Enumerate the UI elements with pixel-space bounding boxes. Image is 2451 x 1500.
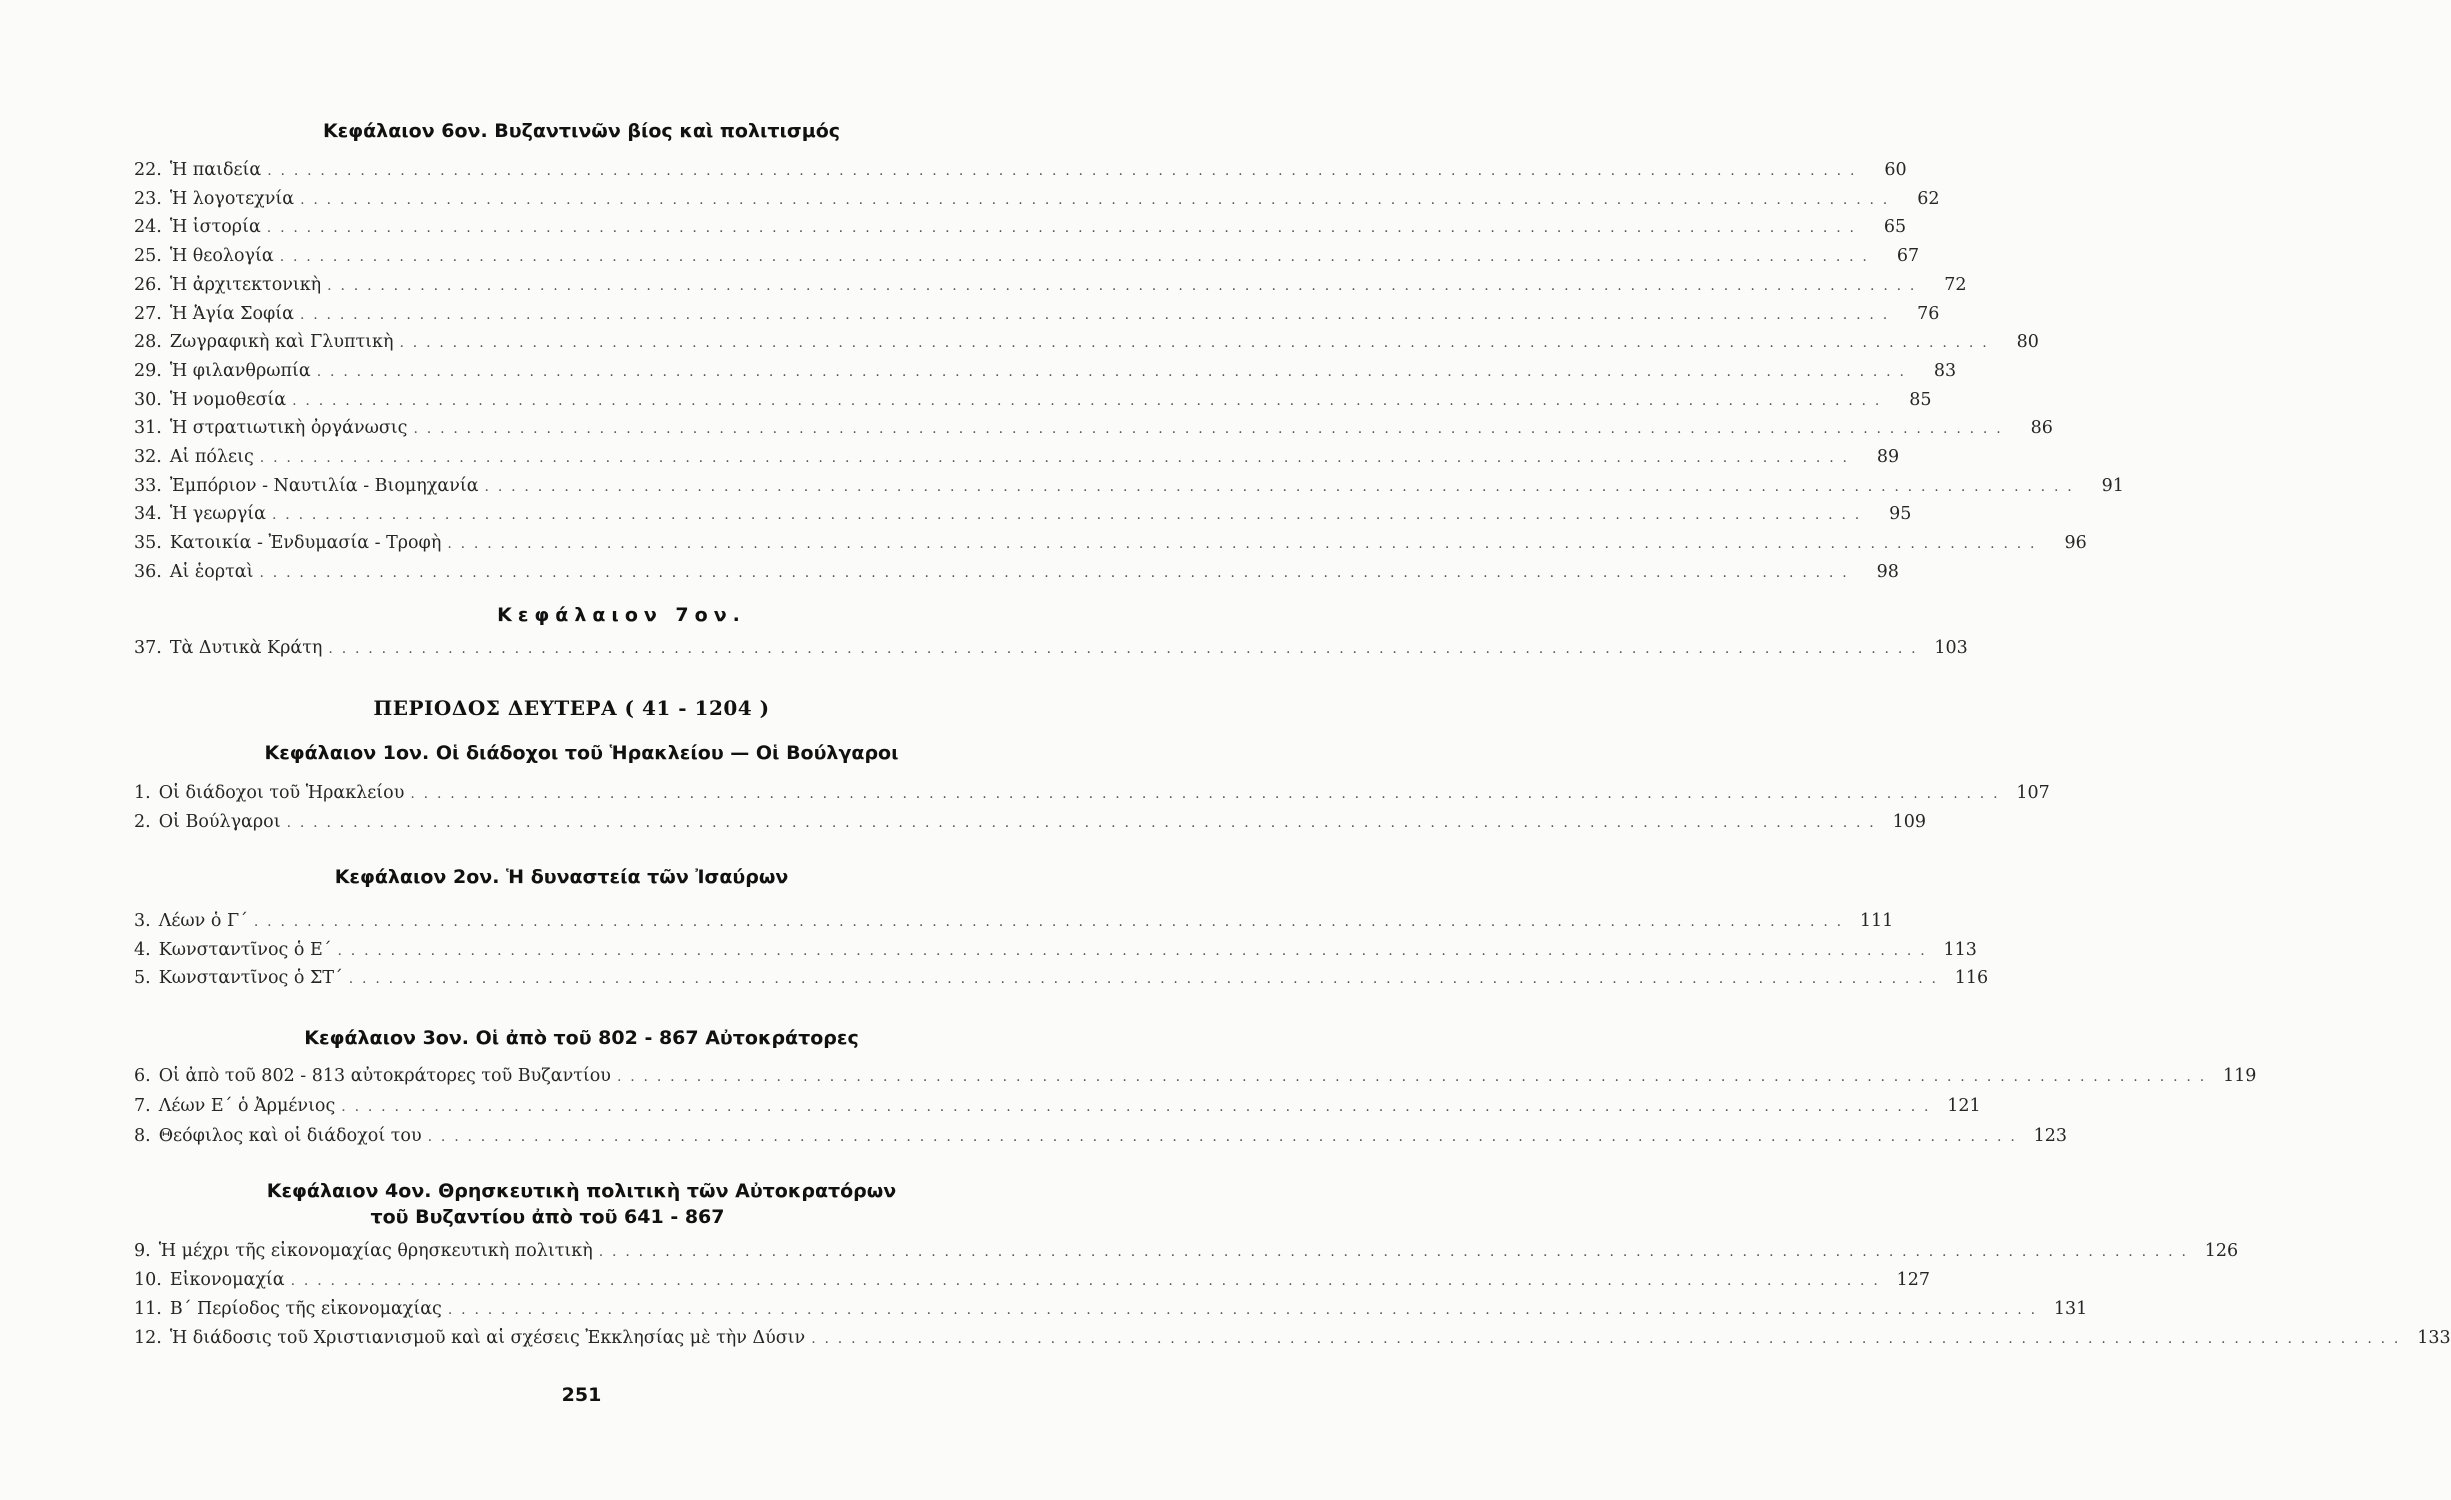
toc-entry	[134, 246, 1920, 274]
period-two-heading: ΠΕΡΙΟΔΟΣ ΔΕΥΤΕΡΑ ( 41 - 1204 )	[373, 696, 770, 720]
toc-entry-number: 29.	[134, 360, 162, 381]
toc-entry-title: Ἡ ἱστορία	[169, 217, 261, 238]
toc-entry	[134, 1066, 2257, 1094]
part2-chapter-4-heading-line2: τοῦ Βυζαντίου ἀπὸ τοῦ 641 - 867	[370, 1206, 725, 1228]
toc-entry-number: 37.	[134, 638, 162, 658]
toc-entry-page: 89	[1876, 447, 1900, 467]
toc-entry-number: 11.	[134, 1299, 162, 1319]
dot-leader: . . . . . . . . . . . . . . . . . . . . . . . . . . . . . . . . . . . . . . . . . . . . . . . . . . . . . . . . . . . . . . . . . . . . . . . . . . . . . . . . . . . . . . . . . . . . . . . . . . . . . . . . . . . . . . . . . . . . . . . .	[447, 1302, 2038, 1318]
toc-entry-title: Τὰ Δυτικὰ Κράτη	[169, 638, 323, 658]
toc-entry	[134, 939, 1977, 968]
toc-entry-number: 9.	[134, 1241, 151, 1261]
toc-entry-page: 83	[1933, 360, 1957, 381]
toc-entry-page: 98	[1876, 561, 1899, 582]
toc-entry-title: Οἱ διάδοχοι τοῦ Ἡρακλείου	[158, 783, 405, 803]
dot-leader: . . . . . . . . . . . . . . . . . . . . . . . . . . . . . . . . . . . . . . . . . . . . . . . . . . . . . . . . . . . . . . . . . . . . . . . . . . . . . . . . . . . . . . . . . . . . . . . . . . . . . . . . . . . . . . . . . . . . . . . .	[427, 1129, 2018, 1145]
part2-chapter-4-heading-line1: Κεφάλαιον 4ον. Θρησκευτικὴ πολιτικὴ τῶν Αὐτοκρατόρων	[266, 1180, 897, 1202]
toc-entry-number: 12.	[134, 1328, 162, 1348]
toc-entry-title: Οἱ ἀπὸ τοῦ 802 - 813 αὐτοκράτορες τοῦ Βυζαντίου	[158, 1066, 611, 1086]
toc-entry-title: Ἡ γεωργία	[169, 504, 266, 525]
toc-entry-page: 133	[2417, 1328, 2451, 1348]
toc-entry-number: 4.	[134, 939, 151, 960]
toc-entry-page: 131	[2053, 1299, 2088, 1319]
toc-entry-number: 36.	[134, 561, 162, 582]
toc-entry-page: 72	[1944, 274, 1967, 295]
toc-entry-number: 28.	[134, 332, 162, 353]
toc-entry-page: 119	[2222, 1066, 2257, 1086]
toc-entry	[134, 389, 1932, 418]
toc-entry-page: 123	[2033, 1126, 2068, 1146]
toc-entry-number: 24.	[134, 217, 162, 238]
dot-leader: . . . . . . . . . . . . . . . . . . . . . . . . . . . . . . . . . . . . . . . . . . . . . . . . . . . . . . . . . . . . . . . . . . . . . . . . . . . . . . . . . . . . . . . . . . . . . . . . . . . . . . . . . . . . . . . . . . . . . . . .	[259, 450, 1850, 466]
dot-leader: . . . . . . . . . . . . . . . . . . . . . . . . . . . . . . . . . . . . . . . . . . . . . . . . . . . . . . . . . . . . . . . . . . . . . . . . . . . . . . . . . . . . . . . . . . . . . . . . . . . . . . . . . . . . . . . . . . . . . . . .	[484, 478, 2074, 495]
part2-chapter-2-heading: Κεφάλαιον 2ον. Ἡ δυναστεία τῶν Ἰσαύρων	[334, 866, 789, 888]
toc-entry-title: Ἡ θεολογία	[169, 246, 274, 267]
toc-entry	[134, 1096, 1981, 1124]
toc-entry-title: Ἐμπόριον - Ναυτιλία - Βιομηχανία	[169, 475, 479, 496]
toc-entry-number: 26.	[134, 274, 162, 295]
toc-entry-title: Αἱ πόλεις	[169, 447, 254, 467]
dot-leader: . . . . . . . . . . . . . . . . . . . . . . . . . . . . . . . . . . . . . . . . . . . . . . . . . . . . . . . . . . . . . . . . . . . . . . . . . . . . . . . . . . . . . . . . . . . . . . . . . . . . . . . . . . . . . . . . . . . . . . . .	[266, 220, 1857, 237]
toc-entry-page: 127	[1896, 1270, 1931, 1290]
toc-entry-title: Κατοικία - Ἐνδυμασία - Τροφὴ	[169, 533, 442, 554]
toc-entry-number: 1.	[134, 783, 151, 803]
dot-leader: . . . . . . . . . . . . . . . . . . . . . . . . . . . . . . . . . . . . . . . . . . . . . . . . . . . . . . . . . . . . . . . . . . . . . . . . . . . . . . . . . . . . . . . . . . . . . . . . . . . . . . . . . . . . . . . . . . . . . . . .	[286, 814, 1876, 831]
toc-entry	[134, 360, 1957, 389]
toc-entry-number: 3.	[134, 911, 151, 931]
toc-entry-title: Ἡ φιλανθρωπία	[169, 360, 311, 381]
toc-entry-page: 67	[1896, 246, 1920, 267]
toc-entry-number: 25.	[134, 246, 162, 267]
toc-entry-number: 30.	[134, 389, 162, 410]
toc-entry	[134, 274, 1967, 303]
toc-entry-title: Λέων Ε΄ ὁ Ἀρμένιος	[158, 1096, 336, 1116]
toc-entry-page: 76	[1917, 303, 1940, 324]
toc-entry-title: Αἱ ἑορταὶ	[169, 561, 254, 582]
toc-entry-title: Ἡ στρατιωτικὴ ὀργάνωσις	[169, 418, 408, 439]
toc-entry-page: 113	[1943, 939, 1977, 960]
toc-entry-page: 103	[1934, 638, 1968, 658]
toc-entry-page: 60	[1884, 160, 1907, 180]
dot-leader: . . . . . . . . . . . . . . . . . . . . . . . . . . . . . . . . . . . . . . . . . . . . . . . . . . . . . . . . . . . . . . . . . . . . . . . . . . . . . . . . . . . . . . . . . . . . . . . . . . . . . . . . . . . . . . . . . . . . . . . .	[413, 421, 2003, 438]
toc-entry	[134, 160, 1907, 188]
toc-entry-number: 6.	[134, 1066, 151, 1086]
toc-entry-title: Θεόφιλος καὶ οἱ διάδοχοί του	[158, 1126, 422, 1146]
dot-leader: . . . . . . . . . . . . . . . . . . . . . . . . . . . . . . . . . . . . . . . . . . . . . . . . . . . . . . . . . . . . . . . . . . . . . . . . . . . . . . . . . . . . . . . . . . . . . . . . . . . . . . . . . . . . . . . . . . . . . . . .	[267, 163, 1857, 179]
dot-leader: . . . . . . . . . . . . . . . . . . . . . . . . . . . . . . . . . . . . . . . . . . . . . . . . . . . . . . . . . . . . . . . . . . . . . . . . . . . . . . . . . . . . . . . . . . . . . . . . . . . . . . . . . . . . . . . . . . . . . . . .	[337, 942, 1927, 959]
dot-leader: . . . . . . . . . . . . . . . . . . . . . . . . . . . . . . . . . . . . . . . . . . . . . . . . . . . . . . . . . . . . . . . . . . . . . . . . . . . . . . . . . . . . . . . . . . . . . . . . . . . . . . . . . . . . . . . . . . . . . . . .	[279, 249, 1870, 266]
dot-leader: . . . . . . . . . . . . . . . . . . . . . . . . . . . . . . . . . . . . . . . . . . . . . . . . . . . . . . . . . . . . . . . . . . . . . . . . . . . . . . . . . . . . . . . . . . . . . . . . . . . . . . . . . . . . . . . . . . . . . . . .	[447, 536, 2037, 553]
dot-leader: . . . . . . . . . . . . . . . . . . . . . . . . . . . . . . . . . . . . . . . . . . . . . . . . . . . . . . . . . . . . . . . . . . . . . . . . . . . . . . . . . . . . . . . . . . . . . . . . . . . . . . . . . . . . . . . . . . . . . . . .	[616, 1069, 2207, 1085]
toc-entry	[134, 447, 1900, 475]
part2-chapter-1-heading: Κεφάλαιον 1ον. Οἱ διάδοχοι τοῦ Ἡρακλείου — Οἱ Βούλγαροι	[264, 742, 899, 764]
dot-leader: . . . . . . . . . . . . . . . . . . . . . . . . . . . . . . . . . . . . . . . . . . . . . . . . . . . . . . . . . . . . . . . . . . . . . . . . . . . . . . . . . . . . . . . . . . . . . . . . . . . . . . . . . . . . . . . . . . . . . . . .	[327, 277, 1917, 294]
toc-entry	[134, 188, 1940, 217]
dot-leader: . . . . . . . . . . . . . . . . . . . . . . . . . . . . . . . . . . . . . . . . . . . . . . . . . . . . . . . . . . . . . . . . . . . . . . . . . . . . . . . . . . . . . . . . . . . . . . . . . . . . . . . . . . . . . . . . . . . . . . . .	[316, 363, 1907, 380]
toc-entry-number: 22.	[134, 160, 162, 180]
toc-entry-title: Ἡ μέχρι τῆς εἰκονομαχίας θρησκευτικὴ πολιτικὴ	[158, 1241, 593, 1261]
toc-entry	[134, 1299, 2088, 1327]
toc-entry-number: 35.	[134, 533, 162, 554]
toc-entry-title: Κωνσταντῖνος ὁ Ε΄	[158, 939, 332, 960]
toc-entry	[134, 217, 1907, 245]
toc-entry	[134, 968, 1989, 996]
toc-entry-number: 31.	[134, 418, 162, 439]
toc-entry	[134, 1241, 2239, 1269]
toc-entry-number: 7.	[134, 1096, 151, 1116]
toc-entry-page: 95	[1889, 504, 1912, 525]
toc-entry	[134, 783, 2050, 811]
toc-entry	[134, 504, 1912, 532]
toc-entry-title: Ἡ παιδεία	[169, 160, 262, 180]
toc-entry	[134, 533, 2087, 561]
toc-entry-page: 126	[2204, 1241, 2239, 1261]
toc-entry-number: 5.	[134, 968, 151, 989]
toc-entry-page: 80	[2016, 332, 2039, 353]
toc-entry	[134, 1270, 1931, 1298]
toc-entry-title: Οἱ Βούλγαροι	[158, 811, 281, 832]
chapter-7-heading: Κεφάλαιον 7ον.	[497, 604, 746, 626]
toc-entry-page: 96	[2064, 533, 2087, 554]
chapter-6-heading: Κεφάλαιον 6ον. Βυζαντινῶν βίος καὶ πολιτισμός	[322, 120, 841, 142]
toc-entry-number: 8.	[134, 1126, 151, 1146]
dot-leader: . . . . . . . . . . . . . . . . . . . . . . . . . . . . . . . . . . . . . . . . . . . . . . . . . . . . . . . . . . . . . . . . . . . . . . . . . . . . . . . . . . . . . . . . . . . . . . . . . . . . . . . . . . . . . . . . . . . . . . . .	[300, 191, 1890, 208]
toc-entry	[134, 475, 2124, 504]
toc-entry-page: 121	[1947, 1096, 1981, 1116]
toc-entry-page: 111	[1859, 911, 1894, 931]
dot-leader: . . . . . . . . . . . . . . . . . . . . . . . . . . . . . . . . . . . . . . . . . . . . . . . . . . . . . . . . . . . . . . . . . . . . . . . . . . . . . . . . . . . . . . . . . . . . . . . . . . . . . . . . . . . . . . . . . . . . . . . .	[299, 306, 1890, 323]
page-number: 251	[561, 1384, 602, 1406]
toc-entry-page: 85	[1909, 389, 1932, 410]
toc-entry	[134, 1126, 2068, 1154]
dot-leader: . . . . . . . . . . . . . . . . . . . . . . . . . . . . . . . . . . . . . . . . . . . . . . . . . . . . . . . . . . . . . . . . . . . . . . . . . . . . . . . . . . . . . . . . . . . . . . . . . . . . . . . . . . . . . . . . . . . . . . . .	[328, 641, 1918, 657]
toc-entry-page: 116	[1954, 968, 1989, 989]
toc-entry-number: 33.	[134, 475, 162, 496]
toc-entry	[134, 332, 2039, 360]
toc-entry-title: Ἡ Ἁγία Σοφία	[169, 303, 294, 324]
toc-entry-page: 62	[1917, 188, 1940, 209]
toc-entry-number: 27.	[134, 303, 162, 324]
dot-leader: . . . . . . . . . . . . . . . . . . . . . . . . . . . . . . . . . . . . . . . . . . . . . . . . . . . . . . . . . . . . . . . . . . . . . . . . . . . . . . . . . . . . . . . . . . . . . . . . . . . . . . . . . . . . . . . . . . . . . . . .	[290, 1273, 1881, 1289]
toc-entry-number: 23.	[134, 188, 162, 209]
toc-entry	[134, 303, 1940, 332]
dot-leader: . . . . . . . . . . . . . . . . . . . . . . . . . . . . . . . . . . . . . . . . . . . . . . . . . . . . . . . . . . . . . . . . . . . . . . . . . . . . . . . . . . . . . . . . . . . . . . . . . . . . . . . . . . . . . . . . . . . . . . . .	[399, 335, 1989, 352]
dot-leader: . . . . . . . . . . . . . . . . . . . . . . . . . . . . . . . . . . . . . . . . . . . . . . . . . . . . . . . . . . . . . . . . . . . . . . . . . . . . . . . . . . . . . . . . . . . . . . . . . . . . . . . . . . . . . . . . . . . . . . . .	[348, 971, 1939, 988]
dot-leader: . . . . . . . . . . . . . . . . . . . . . . . . . . . . . . . . . . . . . . . . . . . . . . . . . . . . . . . . . . . . . . . . . . . . . . . . . . . . . . . . . . . . . . . . . . . . . . . . . . . . . . . . . . . . . . . . . . . . . . . .	[253, 914, 1844, 930]
toc-entry-title: Β΄ Περίοδος τῆς εἰκονομαχίας	[169, 1299, 442, 1319]
toc-entry	[134, 811, 1926, 840]
toc-entry-page: 86	[2030, 418, 2053, 439]
toc-entry-title: Εἰκονομαχία	[169, 1270, 285, 1290]
dot-leader: . . . . . . . . . . . . . . . . . . . . . . . . . . . . . . . . . . . . . . . . . . . . . . . . . . . . . . . . . . . . . . . . . . . . . . . . . . . . . . . . . . . . . . . . . . . . . . . . . . . . . . . . . . . . . . . . . . . . . . . .	[341, 1099, 1931, 1115]
toc-entry	[134, 911, 1894, 939]
toc-entry-number: 2.	[134, 811, 151, 832]
toc-entry-title: Ἡ λογοτεχνία	[169, 188, 295, 209]
toc-entry-title: Ζωγραφικὴ καὶ Γλυπτικὴ	[169, 332, 394, 353]
toc-entry-title: Ἡ ἀρχιτεκτονικὴ	[169, 274, 322, 295]
toc-entry-title: Κωνσταντῖνος ὁ ΣΤ΄	[158, 968, 343, 989]
toc-entry-number: 34.	[134, 504, 162, 525]
toc-entry	[134, 638, 1968, 666]
toc-entry	[134, 561, 1899, 590]
dot-leader: . . . . . . . . . . . . . . . . . . . . . . . . . . . . . . . . . . . . . . . . . . . . . . . . . . . . . . . . . . . . . . . . . . . . . . . . . . . . . . . . . . . . . . . . . . . . . . . . . . . . . . . . . . . . . . . . . . . . . . . .	[410, 786, 2000, 802]
toc-entry-page: 91	[2101, 475, 2124, 496]
toc-entry-title: Ἡ νομοθεσία	[169, 389, 287, 410]
dot-leader: . . . . . . . . . . . . . . . . . . . . . . . . . . . . . . . . . . . . . . . . . . . . . . . . . . . . . . . . . . . . . . . . . . . . . . . . . . . . . . . . . . . . . . . . . . . . . . . . . . . . . . . . . . . . . . . . . . . . . . . .	[811, 1331, 2401, 1347]
toc-entry-page: 65	[1883, 217, 1907, 238]
part2-chapter-3-heading: Κεφάλαιον 3ον. Οἱ ἀπὸ τοῦ 802 - 867 Αὐτοκράτορες	[304, 1027, 859, 1049]
toc-entry-number: 32.	[134, 447, 162, 467]
dot-leader: . . . . . . . . . . . . . . . . . . . . . . . . . . . . . . . . . . . . . . . . . . . . . . . . . . . . . . . . . . . . . . . . . . . . . . . . . . . . . . . . . . . . . . . . . . . . . . . . . . . . . . . . . . . . . . . . . . . . . . . .	[292, 392, 1882, 409]
dot-leader: . . . . . . . . . . . . . . . . . . . . . . . . . . . . . . . . . . . . . . . . . . . . . . . . . . . . . . . . . . . . . . . . . . . . . . . . . . . . . . . . . . . . . . . . . . . . . . . . . . . . . . . . . . . . . . . . . . . . . . . .	[259, 564, 1849, 581]
toc-entry	[134, 418, 2053, 446]
dot-leader: . . . . . . . . . . . . . . . . . . . . . . . . . . . . . . . . . . . . . . . . . . . . . . . . . . . . . . . . . . . . . . . . . . . . . . . . . . . . . . . . . . . . . . . . . . . . . . . . . . . . . . . . . . . . . . . . . . . . . . . .	[598, 1244, 2189, 1260]
toc-entry-title: Λέων ὁ Γ΄	[158, 911, 248, 931]
toc-entry-title: Ἡ διάδοσις τοῦ Χριστιανισμοῦ καὶ αἱ σχέσεις Ἐκκλησίας μὲ τὴν Δύσιν	[169, 1328, 806, 1348]
dot-leader: . . . . . . . . . . . . . . . . . . . . . . . . . . . . . . . . . . . . . . . . . . . . . . . . . . . . . . . . . . . . . . . . . . . . . . . . . . . . . . . . . . . . . . . . . . . . . . . . . . . . . . . . . . . . . . . . . . . . . . . .	[272, 507, 1862, 524]
toc-entry-page: 109	[1892, 811, 1926, 832]
toc-entry-number: 10.	[134, 1270, 162, 1290]
toc-entry	[134, 1328, 2451, 1356]
toc-entry-page: 107	[2016, 783, 2050, 803]
